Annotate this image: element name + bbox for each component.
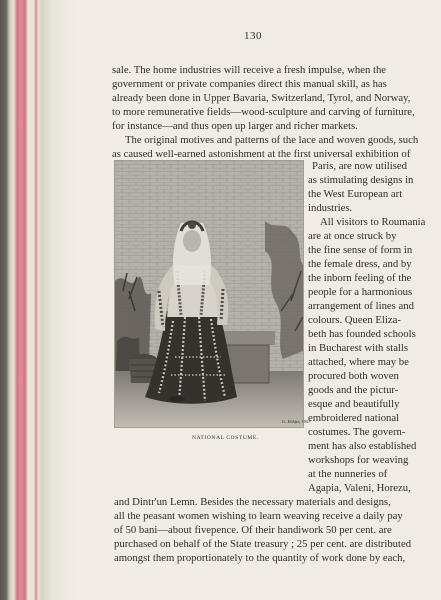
text-line-side: Paris, are now utilised <box>312 160 407 172</box>
national-costume-photo <box>114 160 304 428</box>
text-line-side: esque and beautifully <box>308 398 400 410</box>
text-line-side: workshops for weaving <box>308 454 409 466</box>
text-line-top: already been done in Upper Bavaria, Switzerland, Tyrol, and Norway, <box>112 92 411 104</box>
text-line-top: government or private companies direct this manual skill, as has <box>112 78 387 90</box>
figure-caption: NATIONAL COSTUME. <box>192 435 259 441</box>
page-number: 130 <box>244 30 262 42</box>
text-line-side: the female dress, and by <box>308 258 412 270</box>
text-line-side: colours. Queen Eliza- <box>308 314 401 326</box>
text-line-side: the fine sense of form in <box>308 244 413 256</box>
text-line-bottom: purchased on behalf of the State treasury ; 25 per cent. are distributed <box>114 538 412 550</box>
text-line-bottom: amongst them proportionately to the quantity of work done by each, <box>114 552 406 564</box>
text-line-top: sale. The home industries will receive a fresh impulse, when the <box>112 64 387 76</box>
photo-signature: G. Ebhfer, 1903 <box>282 419 311 424</box>
text-line-side: arrangement of lines and <box>308 300 414 312</box>
text-line-bottom: and Dintr'un Lemn. Besides the necessary materials and designs, <box>114 496 391 508</box>
text-line-top: to more remunerative fields—wood-sculpture and carving of furniture, <box>112 106 415 118</box>
text-line-side: embroidered national <box>308 412 400 424</box>
text-line-side: All visitors to Roumania <box>320 216 426 228</box>
text-line-side: at the nunneries of <box>308 468 388 480</box>
book-spine <box>0 0 42 600</box>
text-line-side: people for a harmonious <box>308 286 413 298</box>
text-line-top: for instance—and thus open up larger and richer markets. <box>112 120 358 132</box>
text-line-side: are at once struck by <box>308 230 397 242</box>
text-line-side: attached, where may be <box>308 356 409 368</box>
text-line-top: as caused well-earned astonishment at the first universal exhibition of <box>112 148 411 160</box>
text-line-side: procured both woven <box>308 370 399 382</box>
text-line-side: in Bucharest with stalls <box>308 342 409 354</box>
text-line-side: costumes. The govern- <box>308 426 406 438</box>
book-page <box>42 0 441 600</box>
text-line-side: goods and the pictur- <box>308 384 399 396</box>
text-line-side: ment has also established <box>308 440 417 452</box>
text-line-side: the West European art <box>308 188 403 200</box>
text-line-side: beth has founded schools <box>308 328 416 340</box>
text-line-top: The original motives and patterns of the lace and woven goods, such <box>125 134 419 146</box>
text-line-side: the inborn feeling of the <box>308 272 412 284</box>
text-line-bottom: all the peasant women wishing to learn weaving receive a daily pay <box>114 510 403 522</box>
text-line-bottom: of 50 bani—about fivepence. Of their handiwork 50 per cent. are <box>114 524 392 536</box>
text-line-side: as stimulating designs in <box>308 174 414 186</box>
text-line-side: industries. <box>308 202 353 214</box>
text-line-side: Agapia, Valeni, Horezu, <box>308 482 411 494</box>
